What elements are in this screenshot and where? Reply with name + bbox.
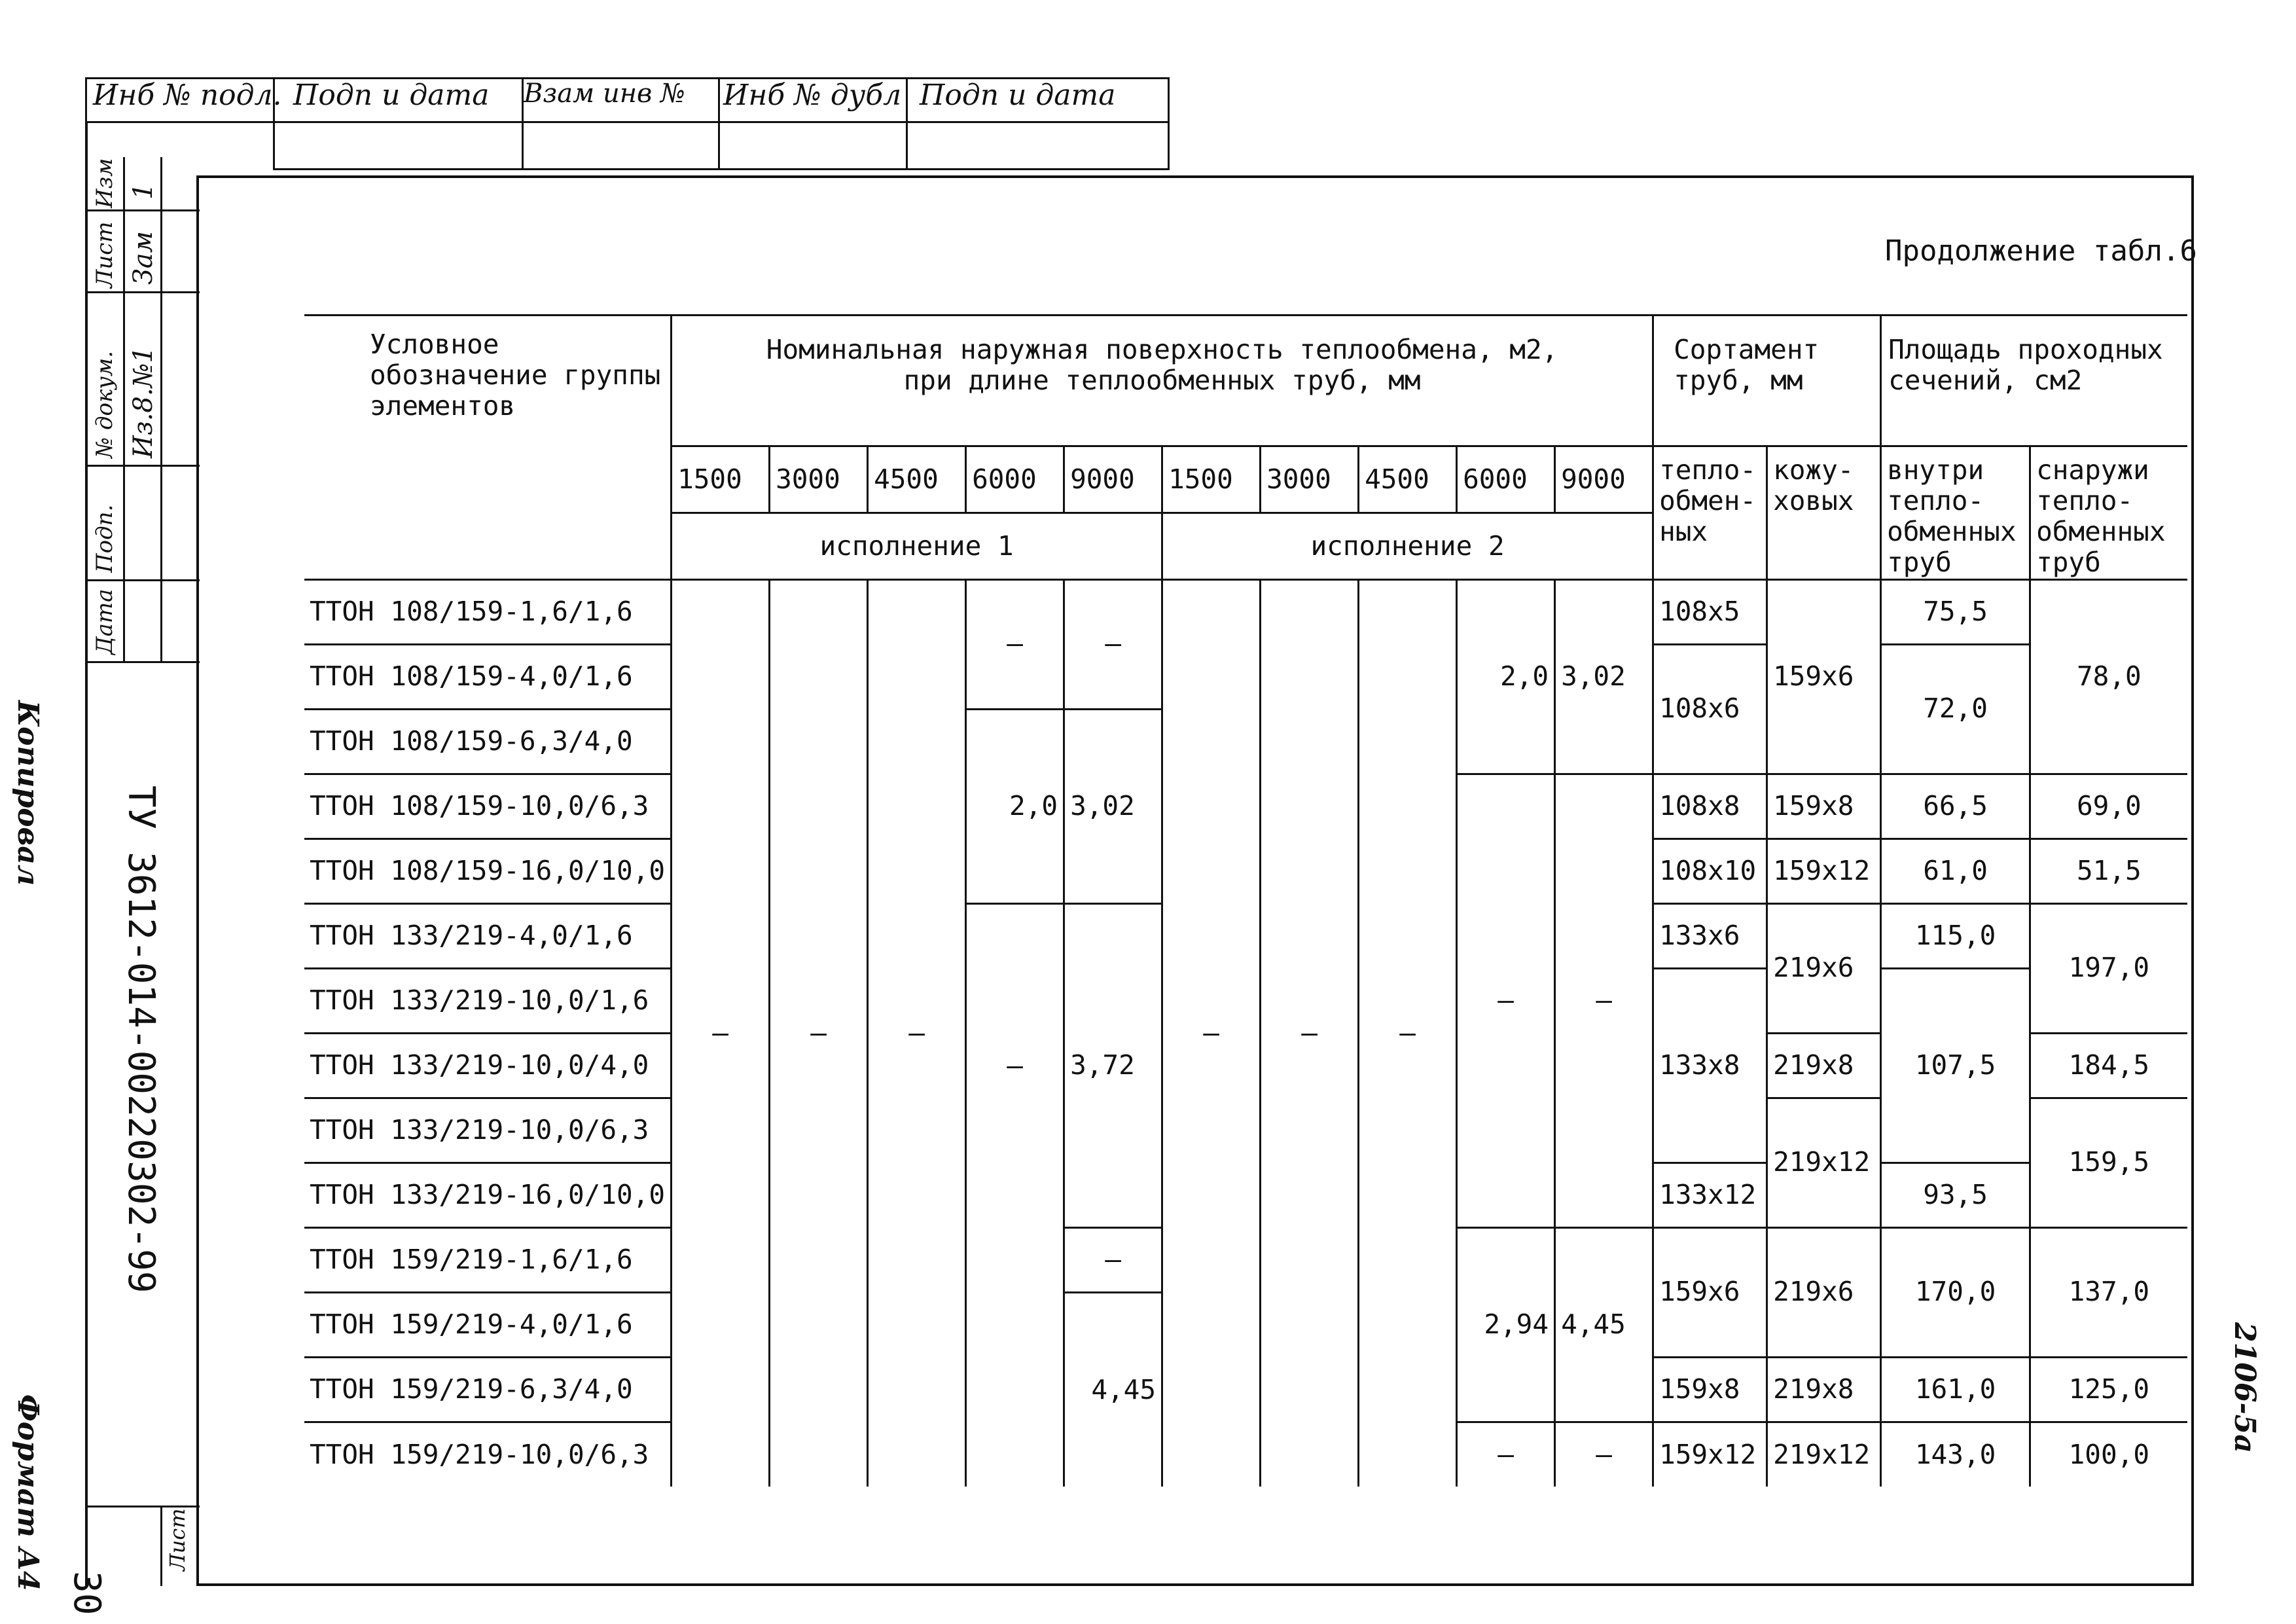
stamp-label: Инб № подл. <box>93 79 282 112</box>
cell-6000-2-dash-b <box>1457 1422 1555 1487</box>
cell-dash: – <box>1498 1438 1514 1470</box>
cell-value: 4,45 <box>1091 1373 1157 1405</box>
cell-6000-1-dash <box>966 903 1064 1227</box>
cell-dash: – <box>1596 984 1612 1016</box>
side-line <box>85 1506 200 1507</box>
outside-cell: 159,5 <box>2030 1098 2187 1227</box>
side-line <box>160 1506 162 1586</box>
side-line <box>85 209 200 211</box>
format-label: Формат А4 <box>11 1394 45 1591</box>
stamp-cell <box>273 121 524 170</box>
row-name: ТТОН 133/219-10,0/1,6 <box>304 968 672 1033</box>
side-line <box>160 157 162 661</box>
cell-dash: – <box>1498 984 1514 1016</box>
side-value: 1 <box>128 183 158 200</box>
cell-9000-1 <box>1064 709 1162 903</box>
side-line <box>85 291 200 293</box>
tube-cell: 133х8 <box>1653 968 1767 1163</box>
cell-9000-1-dash <box>1064 1227 1162 1292</box>
cell-6000-dash <box>966 579 1064 709</box>
cell-dash: – <box>810 1017 827 1049</box>
tube-cell: 108х5 <box>1653 579 1767 644</box>
shell-cell: 219х6 <box>1767 903 1881 1033</box>
cell-dash-2 <box>770 579 868 1487</box>
cell-9000-1-b <box>1064 903 1162 1227</box>
cell-dash: – <box>1596 1438 1612 1470</box>
row-name: ТТОН 133/219-10,0/6,3 <box>304 1098 672 1163</box>
row-name: ТТОН 108/159-1,6/1,6 <box>304 579 672 644</box>
tube-cell: 133х12 <box>1653 1163 1767 1227</box>
row-name: ТТОН 108/159-6,3/4,0 <box>304 709 672 774</box>
inside-cell: 61,0 <box>1881 839 2030 903</box>
row-name: ТТОН 159/219-4,0/1,6 <box>304 1292 672 1357</box>
sheet-number: 30 <box>65 1571 108 1615</box>
inside-cell: 66,5 <box>1881 774 2030 839</box>
right-note: 2106-5а <box>2228 1322 2261 1453</box>
row-name: ТТОН 159/219-10,0/6,3 <box>304 1422 672 1487</box>
stamp-cell <box>522 121 720 170</box>
shell-cell: 159х12 <box>1767 839 1881 903</box>
cell-dash-3 <box>868 579 966 1487</box>
cell-6000-2-c <box>1457 1227 1555 1422</box>
side-value: Зам <box>128 231 158 285</box>
length-6000: 6000 <box>1457 446 1555 513</box>
outside-cell: 197,0 <box>2030 903 2187 1033</box>
header-surface-line1: Номинальная наружная поверхность теплообмена, м2, <box>766 334 1558 365</box>
inside-cell: 170,0 <box>1881 1227 2030 1357</box>
cell-dash: – <box>1105 1243 1121 1275</box>
tube-cell: 159х12 <box>1653 1422 1767 1487</box>
stamp-label: Подп и дата <box>293 79 490 112</box>
side-label: Подп. <box>92 504 118 573</box>
outside-cell: 100,0 <box>2030 1422 2187 1487</box>
cell-value: 2,0 <box>1009 789 1058 821</box>
tube-cell: 108х6 <box>1653 644 1767 774</box>
cell-6000-1-blank <box>966 1227 1064 1487</box>
cell-dash: – <box>1399 1017 1416 1049</box>
length-9000: 9000 <box>1064 446 1162 513</box>
row-name: ТТОН 133/219-10,0/4,0 <box>304 1033 672 1098</box>
cell-9000-2-dash <box>1555 774 1653 1227</box>
row-name: ТТОН 108/159-16,0/10,0 <box>304 839 672 903</box>
outside-cell: 137,0 <box>2030 1227 2187 1357</box>
shell-cell: 219х6 <box>1767 1227 1881 1357</box>
length-4500: 4500 <box>868 446 966 513</box>
side-value: Из.8.№1 <box>128 346 158 458</box>
cell-dash: – <box>1301 1017 1318 1049</box>
cell-dash: – <box>1007 1049 1023 1081</box>
data-table <box>304 314 2187 1487</box>
cell-value: 3,72 <box>1070 1049 1135 1081</box>
inside-cell: 161,0 <box>1881 1357 2030 1422</box>
shell-cell: 159х6 <box>1767 579 1881 774</box>
header-area-in: внутри тепло-обменных труб <box>1881 446 2030 580</box>
cell-9000-1-c <box>1064 1292 1162 1487</box>
length-6000: 6000 <box>966 446 1064 513</box>
cell-value: 2,0 <box>1500 660 1549 692</box>
tube-cell: 108х8 <box>1653 774 1767 839</box>
document-code: ТУ 3612-014-00220302-99 <box>120 785 162 1293</box>
length-1500: 1500 <box>1162 446 1261 513</box>
cell-value: 3,02 <box>1070 789 1135 821</box>
length-3000: 3000 <box>1261 446 1359 513</box>
header-surface-line2: при длине теплообменных труб, мм <box>903 365 1421 397</box>
length-1500: 1500 <box>672 446 770 513</box>
inside-cell: 72,0 <box>1881 644 2030 774</box>
row-name: ТТОН 133/219-4,0/1,6 <box>304 903 672 968</box>
outside-cell: 125,0 <box>2030 1357 2187 1422</box>
sheet-label: Лист <box>165 1508 190 1571</box>
table-caption: Продолжение табл.6 <box>1885 234 2197 268</box>
cell-dash: – <box>1007 628 1023 660</box>
inside-cell: 75,5 <box>1881 579 2030 644</box>
stamp-label: Подп и дата <box>920 79 1116 112</box>
inside-cell: 107,5 <box>1881 968 2030 1163</box>
side-label: Лист <box>92 221 118 288</box>
cell-6000-1 <box>966 709 1064 903</box>
inside-cell: 115,0 <box>1881 903 2030 968</box>
header-sort-tube: тепло-обмен-ных <box>1653 446 1767 580</box>
cell-dash: – <box>712 1017 728 1049</box>
cell-9000-2-c <box>1555 1227 1653 1422</box>
shell-cell: 159х8 <box>1767 774 1881 839</box>
cell-9000-2 <box>1555 579 1653 774</box>
row-name: ТТОН 159/219-6,3/4,0 <box>304 1357 672 1422</box>
shell-cell: 219х8 <box>1767 1357 1881 1422</box>
side-line <box>85 579 200 581</box>
copy-label: Копировал <box>11 700 45 886</box>
tube-cell: 133х6 <box>1653 903 1767 968</box>
row-name: ТТОН 159/219-1,6/1,6 <box>304 1227 672 1292</box>
cell-dash-8 <box>1359 579 1457 1487</box>
cell-9000-dash <box>1064 579 1162 709</box>
outside-cell: 51,5 <box>2030 839 2187 903</box>
cell-value: 4,45 <box>1561 1308 1626 1340</box>
stamp-cell <box>718 121 908 170</box>
inside-cell: 143,0 <box>1881 1422 2030 1487</box>
tube-cell: 159х8 <box>1653 1357 1767 1422</box>
side-label: Изм <box>92 158 118 208</box>
shell-cell: 219х8 <box>1767 1033 1881 1098</box>
tube-cell: 159х6 <box>1653 1227 1767 1357</box>
side-line <box>85 123 88 1586</box>
shell-cell: 219х12 <box>1767 1422 1881 1487</box>
cell-6000-2 <box>1457 579 1555 774</box>
outside-cell: 69,0 <box>2030 774 2187 839</box>
header-sort: Сортамент труб, мм <box>1653 316 1881 446</box>
side-line <box>85 661 200 663</box>
cell-dash: – <box>1105 628 1121 660</box>
inside-cell: 93,5 <box>1881 1163 2030 1227</box>
header-surface <box>672 316 1653 446</box>
side-label: № докум. <box>92 350 118 458</box>
cell-dash-1 <box>672 579 770 1487</box>
header-area-out: снаружи тепло-обменных труб <box>2030 446 2187 580</box>
side-line <box>123 157 125 661</box>
stamp-label: Взам инв № <box>524 79 685 109</box>
row-name: ТТОН 108/159-4,0/1,6 <box>304 644 672 709</box>
exec-2: исполнение 2 <box>1162 513 1653 579</box>
cell-9000-2-dash-b <box>1555 1422 1653 1487</box>
side-label: Дата <box>92 588 118 655</box>
cell-dash: – <box>1203 1017 1219 1049</box>
header-area: Площадь проходных сечений, см2 <box>1881 316 2187 446</box>
cell-dash-6 <box>1162 579 1261 1487</box>
stamp-label: Инб № дубл <box>723 79 902 112</box>
side-line <box>85 465 200 467</box>
length-3000: 3000 <box>770 446 868 513</box>
header-name: Условное обозначение группы элементов <box>304 316 672 580</box>
shell-cell: 219х12 <box>1767 1098 1881 1227</box>
cell-dash-7 <box>1261 579 1359 1487</box>
cell-value: 2,94 <box>1484 1308 1549 1340</box>
stamp-cell <box>906 121 1170 170</box>
tube-cell: 108х10 <box>1653 839 1767 903</box>
row-name: ТТОН 108/159-10,0/6,3 <box>304 774 672 839</box>
length-4500: 4500 <box>1359 446 1457 513</box>
cell-6000-2-dash <box>1457 774 1555 1227</box>
exec-1: исполнение 1 <box>672 513 1162 579</box>
outside-cell: 78,0 <box>2030 579 2187 774</box>
cell-dash: – <box>908 1017 925 1049</box>
cell-value: 3,02 <box>1561 660 1626 692</box>
outside-cell: 184,5 <box>2030 1033 2187 1098</box>
row-name: ТТОН 133/219-16,0/10,0 <box>304 1163 672 1227</box>
length-9000: 9000 <box>1555 446 1653 513</box>
header-sort-shell: кожу-ховых <box>1767 446 1881 580</box>
